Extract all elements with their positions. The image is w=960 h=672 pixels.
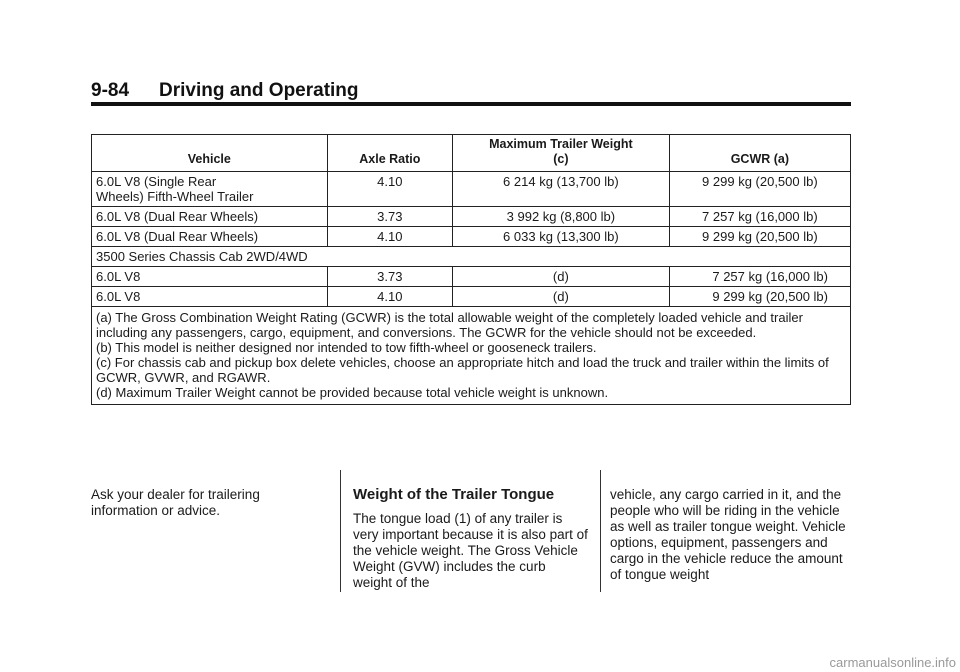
- cell-vehicle: 6.0L V8 (Dual Rear Wheels): [92, 207, 328, 227]
- tongue-weight-continued-text: vehicle, any cargo carried in it, and the people who will be riding in the vehicle as well as trailer tongue weight. Vehicle options, equipment, passengers and cargo in the vehicle reduce the amount of tongue weight: [610, 487, 846, 582]
- footnote-d: (d) Maximum Trailer Weight cannot be provided because total vehicle weight is unknown.: [96, 385, 609, 400]
- header-axle-ratio: Axle Ratio: [327, 135, 452, 172]
- footnotes: [92, 307, 851, 405]
- header-rule: [91, 102, 851, 106]
- page-header: [91, 80, 359, 102]
- header-max-trailer-weight: Maximum Trailer Weight (c): [453, 135, 670, 172]
- body-column-1: [91, 487, 316, 519]
- cell-axle: 4.10: [327, 287, 452, 307]
- section-title: Driving and Operating: [159, 80, 359, 101]
- column-divider: [600, 470, 601, 592]
- cell-axle: 3.73: [327, 207, 452, 227]
- cell-vehicle: 6.0L V8: [92, 287, 328, 307]
- cell-vehicle: 6.0L V8: [92, 267, 328, 287]
- cell-vehicle: 6.0L V8 (Dual Rear Wheels): [92, 227, 328, 247]
- table-row: [92, 207, 851, 227]
- page-number: 9-84: [91, 80, 130, 101]
- table-footnotes-row: [92, 307, 851, 405]
- body-column-2: [353, 487, 588, 591]
- cell-gcwr: 9 299 kg (20,500 lb): [669, 172, 850, 207]
- table-row: [92, 267, 851, 287]
- cell-gcwr: 9 299 kg (20,500 lb): [669, 227, 850, 247]
- header-gcwr: GCWR (a): [669, 135, 850, 172]
- footnote-b: (b) This model is neither designed nor intended to tow fifth-wheel or gooseneck trailers.: [96, 340, 597, 355]
- tongue-weight-text: The tongue load (1) of any trailer is very important because it is also part of the vehicle weight. The Gross Vehicle Weight (GVW) includes the curb weight of the: [353, 511, 588, 590]
- table-row: [92, 287, 851, 307]
- dealer-advice-text: Ask your dealer for trailering information or advice.: [91, 487, 260, 518]
- cell-axle: 4.10: [327, 172, 452, 207]
- cell-vehicle: 6.0L V8 (Single Rear Wheels) Fifth-Wheel Trailer: [92, 172, 328, 207]
- body-column-3: [610, 487, 855, 583]
- cell-max-weight: 6 033 kg (13,300 lb): [453, 227, 670, 247]
- footnote-a: (a) The Gross Combination Weight Rating (GCWR) is the total allowable weight of the completely loaded vehicle and trailer including any passengers, cargo, equipment, and conversions. The GCWR for the vehicle should not be exceeded.: [96, 310, 803, 340]
- watermark: carmanualsonline.info: [829, 655, 956, 670]
- cell-gcwr: 7 257 kg (16,000 lb): [669, 267, 850, 287]
- table-header-row: [92, 135, 851, 172]
- table-group-row: [92, 247, 851, 267]
- cell-max-weight: 6 214 kg (13,700 lb): [453, 172, 670, 207]
- cell-max-weight: (d): [453, 287, 670, 307]
- cell-axle: 3.73: [327, 267, 452, 287]
- cell-max-weight: 3 992 kg (8,800 lb): [453, 207, 670, 227]
- section-heading: Weight of the Trailer Tongue: [353, 486, 555, 503]
- cell-gcwr: 7 257 kg (16,000 lb): [669, 207, 850, 227]
- cell-axle: 4.10: [327, 227, 452, 247]
- cell-max-weight: (d): [453, 267, 670, 287]
- trailer-weight-table: [91, 134, 851, 405]
- column-divider: [340, 470, 341, 592]
- table-row: [92, 227, 851, 247]
- group-label: 3500 Series Chassis Cab 2WD/4WD: [92, 247, 851, 267]
- cell-gcwr: 9 299 kg (20,500 lb): [669, 287, 850, 307]
- footnote-c: (c) For chassis cab and pickup box delete vehicles, choose an appropriate hitch and load the truck and trailer within the limits of GCWR, GVWR, and RGAWR.: [96, 355, 829, 385]
- table-row: [92, 172, 851, 207]
- header-vehicle: Vehicle: [92, 135, 328, 172]
